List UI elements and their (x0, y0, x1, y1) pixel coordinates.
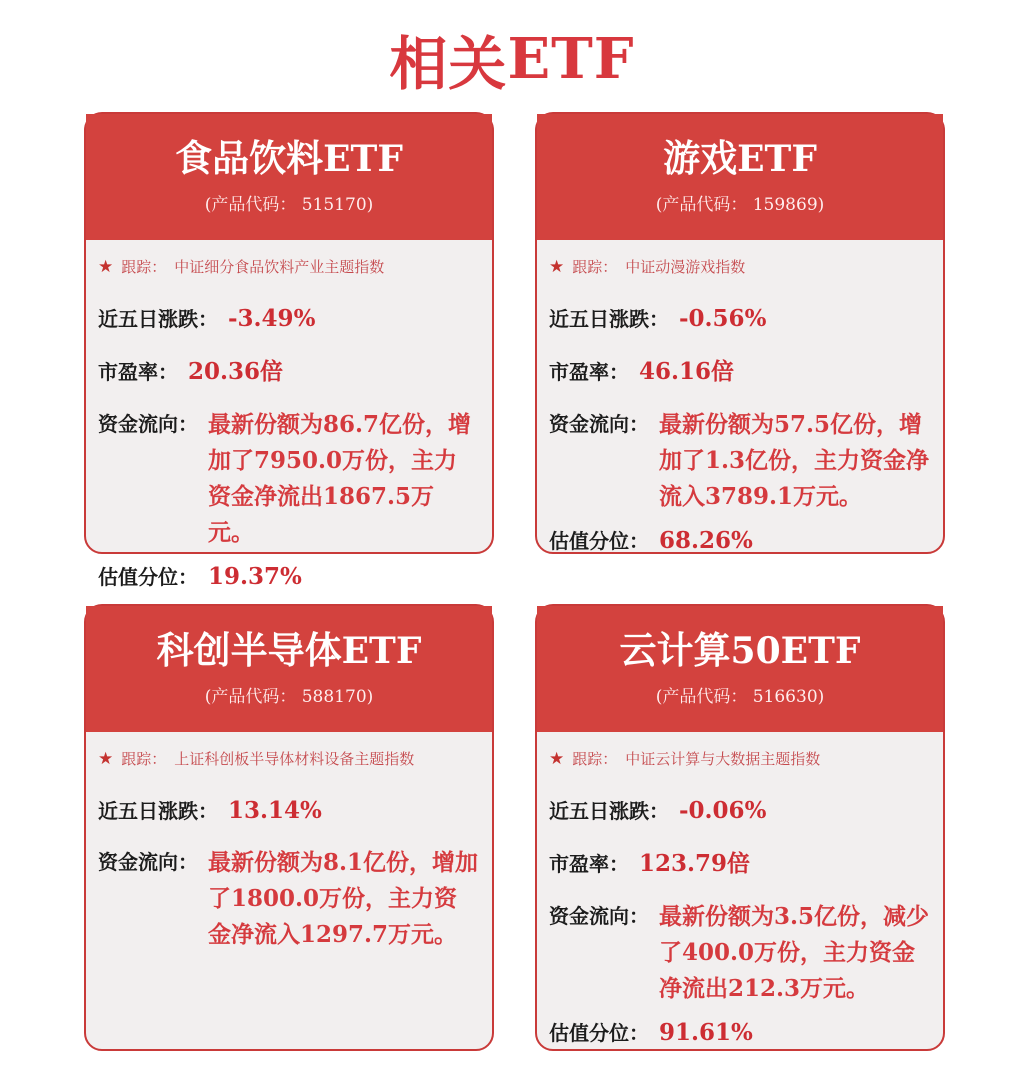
card-title (620, 631, 861, 672)
track-row (98, 748, 480, 769)
flow-text: 最新份额为86.7亿份，增加了7950.0万份，主力资金净流出1867.5万元。 (208, 411, 472, 546)
flow-label: 资金流向： (98, 852, 198, 874)
star-icon: ★ (98, 257, 114, 276)
product-code: (产品代码： 516630) (655, 687, 825, 708)
card-body (86, 240, 492, 621)
etf-card-food-beverage (84, 112, 494, 590)
pe-unit: 倍 (727, 850, 751, 876)
flow-label: 资金流向： (98, 414, 198, 436)
etf-card-cloud-computing (535, 604, 945, 1051)
card-title (175, 139, 403, 180)
track-row (549, 748, 931, 769)
track-label: 跟踪： (572, 751, 618, 768)
page-title-en: ETF (507, 26, 635, 92)
valuation-label: 估值分位： (549, 1023, 649, 1045)
flow-text: 最新份额为3.5亿份，减少了400.0万份，主力资金净流出212.3万元。 (659, 903, 930, 1002)
flow-row (98, 845, 480, 953)
change5d-value: -0.56% (679, 305, 767, 332)
card-title-en: 50ETF (730, 629, 861, 672)
page-title (0, 0, 1024, 112)
valuation-value: 19.37% (208, 563, 302, 590)
etf-card-star-semiconductor (84, 604, 494, 1051)
flow-row (549, 899, 931, 1007)
change5d-value: -3.49% (228, 305, 316, 332)
product-code: (产品代码： 159869) (655, 195, 825, 216)
etf-card-gaming (535, 112, 945, 554)
track-row (98, 256, 480, 277)
star-icon: ★ (549, 749, 565, 768)
flow-row (549, 407, 931, 515)
valuation-row (549, 1017, 931, 1046)
product-code: (产品代码： 588170) (204, 687, 374, 708)
card-title (157, 631, 422, 672)
flow-label: 资金流向： (549, 414, 649, 436)
track-index: 中证动漫游戏指数 (625, 259, 746, 276)
flow-text: 最新份额为8.1亿份，增加了1800.0万份，主力资金净流入1297.7万元。 (208, 849, 479, 948)
pe-label: 市盈率： (549, 362, 629, 384)
track-label: 跟踪： (121, 751, 167, 768)
star-icon: ★ (98, 749, 114, 768)
track-label: 跟踪： (121, 259, 167, 276)
change5d-label: 近五日涨跌： (98, 309, 218, 331)
track-index: 中证细分食品饮料产业主题指数 (174, 259, 385, 276)
pe-label: 市盈率： (549, 854, 629, 876)
card-header (537, 114, 943, 240)
star-icon: ★ (549, 257, 565, 276)
etf-card-grid (84, 112, 945, 1051)
pe-row (549, 845, 931, 878)
card-body (537, 240, 943, 585)
card-title-en: ETF (341, 629, 422, 672)
change5d-row (98, 303, 480, 332)
track-row (549, 256, 931, 277)
valuation-value: 91.61% (659, 1019, 753, 1046)
change5d-row (549, 303, 931, 332)
card-title-cn: 云计算 (619, 629, 731, 671)
pe-unit: 倍 (260, 358, 284, 384)
pe-value: 20.36 (188, 358, 261, 385)
pe-row (549, 353, 931, 386)
pe-label: 市盈率： (98, 362, 178, 384)
pe-row (98, 353, 480, 386)
card-title-en: ETF (737, 137, 817, 180)
change5d-value: -0.06% (679, 797, 767, 824)
change5d-label: 近五日涨跌： (549, 309, 669, 331)
pe-value: 46.16 (639, 358, 712, 385)
change5d-value: 13.14% (228, 797, 322, 824)
page-title-cn: 相关 (389, 32, 508, 97)
card-title-en: ETF (323, 137, 403, 180)
card-header (537, 606, 943, 732)
change5d-label: 近五日涨跌： (98, 801, 218, 823)
card-header (86, 606, 492, 732)
valuation-label: 估值分位： (549, 531, 649, 553)
card-title (663, 139, 817, 180)
card-header (86, 114, 492, 240)
valuation-label: 估值分位： (98, 567, 198, 589)
valuation-row (98, 561, 480, 590)
change5d-label: 近五日涨跌： (549, 801, 669, 823)
valuation-row (549, 525, 931, 554)
card-body (537, 732, 943, 1077)
card-title-cn: 科创半导体 (156, 629, 342, 671)
track-label: 跟踪： (572, 259, 618, 276)
card-title-cn: 游戏 (663, 137, 738, 179)
flow-row (98, 407, 480, 551)
change5d-row (549, 795, 931, 824)
card-body (86, 732, 492, 1049)
pe-unit: 倍 (711, 358, 735, 384)
pe-value: 123.79 (639, 850, 728, 877)
change5d-row (98, 795, 480, 824)
flow-label: 资金流向： (549, 906, 649, 928)
product-code: (产品代码： 515170) (204, 195, 374, 216)
card-title-cn: 食品饮料 (175, 137, 324, 179)
track-index: 上证科创板半导体材料设备主题指数 (174, 751, 415, 768)
valuation-value: 68.26% (659, 527, 753, 554)
flow-text: 最新份额为57.5亿份，增加了1.3亿份，主力资金净流入3789.1万元。 (659, 411, 930, 510)
track-index: 中证云计算与大数据主题指数 (625, 751, 821, 768)
